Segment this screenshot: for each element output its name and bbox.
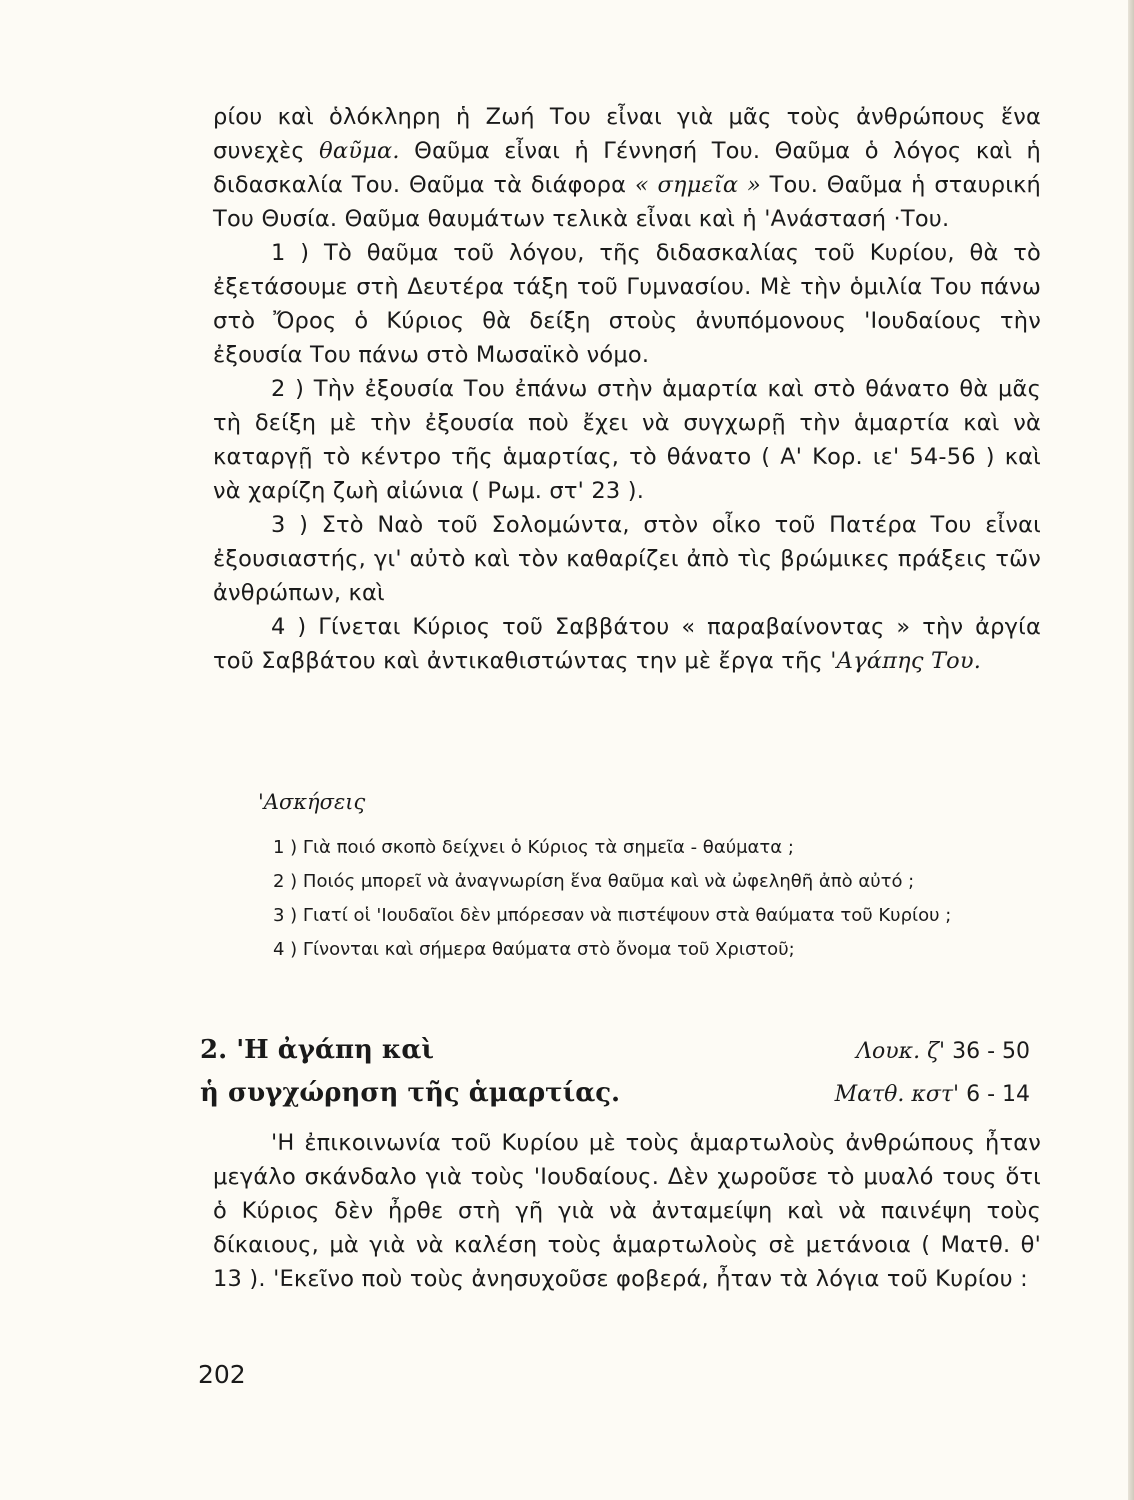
exercises-list bbox=[205, 834, 1035, 970]
paragraph-4 bbox=[213, 610, 1041, 678]
paragraph-4-text: 4 ) Γίνεται Κύριος τοῦ Σαββάτου « παραβαίνοντας » τὴν ἀργία τοῦ Σαββάτου καὶ ἀντικαθιστώντας την μὲ ἔργα τῆς bbox=[213, 614, 1041, 674]
top-text-block bbox=[213, 100, 1041, 678]
paragraph-2: 2 ) Τὴν ἐξουσία Του ἐπάνω στὴν ἁμαρτία καὶ στὸ θάνατο θὰ μᾶς τὴ δείξη μὲ τὴν ἐξουσία ποὺ ἔχει νὰ συγχωρῇ τὴν ἁμαρτία καὶ νὰ καταργῇ τὸ κέντρο τῆς ἁμαρτίας, τὸ θάνατο ( Α' Κορ. ιε' 54-56 ) καὶ νὰ χαρίζη ζωὴ αἰώνια ( Ρωμ. στ' 23 ). bbox=[213, 376, 1041, 504]
ref-verses-luke: 36 - 50 bbox=[952, 1039, 1030, 1064]
exercise-item: 3 ) Γιατί οἱ 'Ιουδαῖοι δὲν μπόρεσαν νὰ πιστέψουν στὰ θαύματα τοῦ Κυρίου ; bbox=[273, 905, 952, 926]
ref-verses-matthew: 6 - 14 bbox=[966, 1082, 1030, 1107]
exercise-item: 4 ) Γίνονται καὶ σήμερα θαύματα στὸ ὄνομα τοῦ Χριστοῦ; bbox=[273, 939, 795, 960]
exercise-item: 1 ) Γιὰ ποιό σκοπὸ δείχνει ὁ Κύριος τὰ σημεῖα - θαύματα ; bbox=[273, 837, 794, 858]
paragraph-3: 3 ) Στὸ Ναὸ τοῦ Σολομώντα, στὸν οἶκο τοῦ Πατέρα Του εἶναι ἐξουσιαστής, γι' αὐτὸ καὶ τὸν καθαρίζει ἀπὸ τὶς βρώμικες πράξεις τῶν ἀνθρώπων, καὶ bbox=[213, 512, 1041, 606]
page-edge bbox=[1128, 0, 1134, 1500]
scripture-ref-matthew bbox=[835, 1082, 1030, 1107]
scripture-ref-luke bbox=[856, 1039, 1030, 1064]
ref-book-luke: Λουκ. ζ' bbox=[856, 1039, 946, 1064]
section-title-line-1: 2. 'Η ἀγάπη καὶ bbox=[200, 1035, 435, 1065]
page-number: 202 bbox=[198, 1360, 246, 1389]
section-body-block bbox=[213, 1126, 1041, 1296]
exercises-heading: 'Ασκήσεις bbox=[258, 790, 366, 814]
section-body-paragraph: 'Η ἐπικοινωνία τοῦ Κυρίου μὲ τοὺς ἁμαρτωλοὺς ἀνθρώπους ἦταν μεγάλο σκάνδαλο γιὰ τοὺς 'Ιουδαίους. Δὲν χωροῦσε τὸ μυαλό τους ὅτι ὁ Κύριος δὲν ἦρθε στὴ γῆ γιὰ νὰ ἀνταμείψη καὶ νὰ παινέψη τοὺς δίκαιους, μὰ γιὰ νὰ καλέση τοὺς ἁμαρτωλοὺς σὲ μετάνοια ( Ματθ. θ' 13 ). 'Εκεῖνο ποὺ τοὺς ἀνησυχοῦσε φοβερά, ἦταν τὰ λόγια τοῦ Κυρίου : bbox=[213, 1130, 1041, 1292]
section-heading-row-2 bbox=[200, 1078, 1030, 1121]
ref-book-matthew: Ματθ. κστ' bbox=[834, 1082, 960, 1107]
intro-text-e: Του. Θαῦμα ἡ σταυρική Του Θυσία. Θαῦμα θαυμάτων τελικὰ εἶναι καὶ ἡ 'Ανάστασή ·Του. bbox=[213, 172, 1042, 232]
section-heading bbox=[200, 1035, 1030, 1121]
exercise-item: 2 ) Ποιός μπορεῖ νὰ ἀναγνωρίση ἕνα θαῦμα καὶ νὰ ὠφεληθῆ ἀπὸ αὐτό ; bbox=[273, 871, 915, 892]
intro-text-a: ρίου καὶ ὁλόκληρη ἡ Ζωή Του εἶναι γιὰ μᾶς τοὺς ἀνθρώπους ἕνα συνεχὲς bbox=[213, 104, 1041, 164]
intro-paragraph bbox=[213, 100, 1041, 236]
section-title-line-2: ἡ συγχώρηση τῆς ἁμαρτίας. bbox=[200, 1078, 621, 1108]
paragraph-4-italic: 'Αγάπης Του. bbox=[830, 648, 982, 674]
intro-italic-simeia: « σημεῖα » bbox=[634, 172, 761, 198]
intro-text-c: Θαῦμα εἶναι ἡ Γέννησή Του. Θαῦμα ὁ λόγος καὶ ἡ διδασκαλία Του. Θαῦμα τὰ διάφορα bbox=[213, 138, 1041, 198]
intro-italic-thavma: θαῦμα. bbox=[319, 138, 400, 164]
paragraph-1: 1 ) Τὸ θαῦμα τοῦ λόγου, τῆς διδασκαλίας τοῦ Κυρίου, θὰ τὸ ἐξετάσουμε στὴ Δευτέρα τάξη τοῦ Γυμνασίου. Μὲ τὴν ὁμιλία Του πάνω στὸ Ὄρος ὁ Κύριος θὰ δείξη στοὺς ἀνυπόμονους 'Ιουδαίους τὴν ἐξουσία Του πάνω στὸ Μωσαϊκὸ νόμο. bbox=[213, 240, 1041, 368]
section-heading-row-1 bbox=[200, 1035, 1030, 1078]
